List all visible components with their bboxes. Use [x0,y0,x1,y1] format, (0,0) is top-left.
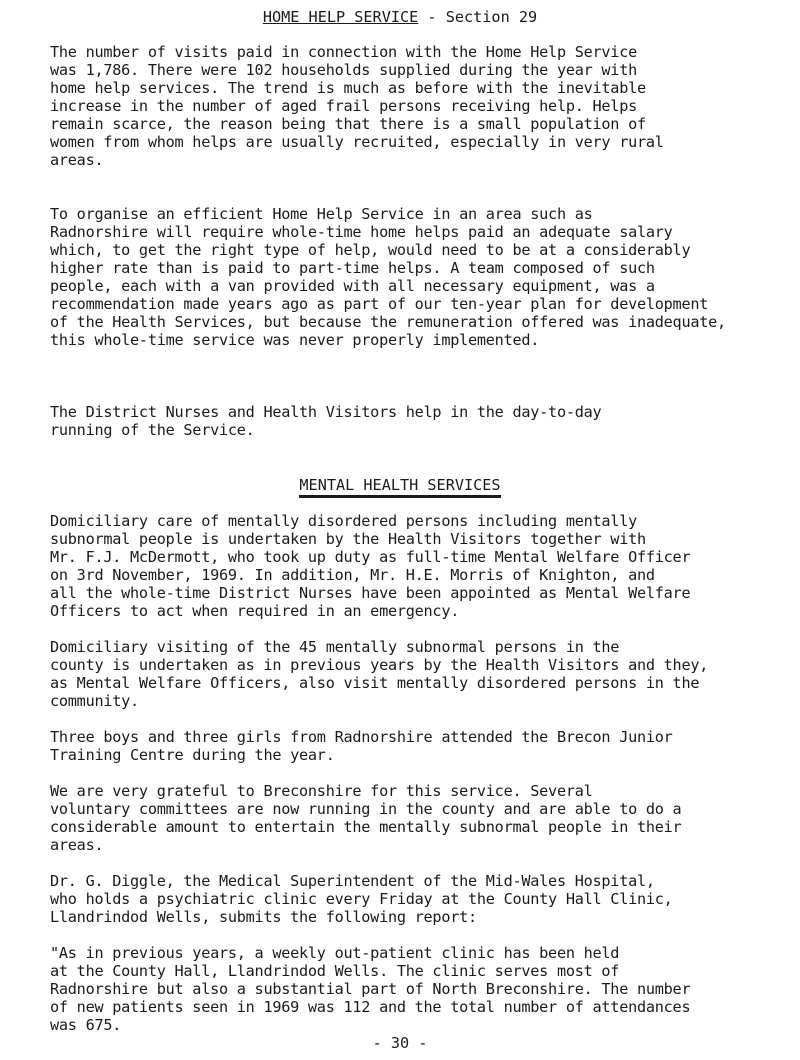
paragraph-clinic-report: "As in previous years, a weekly out-patient clinic has been held at the County Hall, Llandrindod Wells. The clinic serves most of Radnorshire but also a substantial part of North Breconshire. The number of new patients seen in 1969 was 112 and the total number of attendances was 675. [50,944,691,1034]
paragraph-domiciliary-visiting: Domiciliary visiting of the 45 mentally subnormal persons in the county is undertaken as in previous years by the Health Visitors and they, as Mental Welfare Officers, also visit mentally disordered persons in the community. [50,638,709,710]
header-section: - Section 29 [418,8,538,26]
header-title: HOME HELP SERVICE [262,8,419,26]
paragraph-home-help-visits: The number of visits paid in connection with the Home Help Service was 1,786. There were 102 households supplied during the year with home help services. The trend is much as before with the inevitable increase in the number of aged frail persons receiving help. Helps remain scarce, the reason being that there is a small population of women from whom helps are usually recruited, especially in very rural areas. [50,43,664,169]
paragraph-dr-diggle: Dr. G. Diggle, the Medical Superintendent of the Mid-Wales Hospital, who holds a psychiatric clinic every Friday at the County Hall Clinic, Llandrindod Wells, submits the following report: [50,872,673,926]
paragraph-district-nurses: The District Nurses and Health Visitors help in the day-to-day running of the Service. [50,403,602,439]
paragraph-breconshire-thanks: We are very grateful to Breconshire for this service. Several voluntary committees are now running in the county and are able to do a considerable amount to entertain the mentally subnormal people in their areas. [50,782,682,854]
paragraph-home-help-organisation: To organise an efficient Home Help Service in an area such as Radnorshire will require whole-time home helps paid an adequate salary which, to get the right type of help, would need to be at a considerably higher rate than is paid to part-time helps. A team composed of such people, each with a van provided with all necessary equipment, was a recommendation made years ago as part of our ten-year plan for development of the Health Services, but because the remuneration offered was inadequate, this whole-time service was never properly implemented. [50,205,726,349]
section-heading-text: MENTAL HEALTH SERVICES [299,476,500,498]
paragraph-domiciliary-care: Domiciliary care of mentally disordered persons including mentally subnormal people is undertaken by the Health Visitors together with Mr. F.J. McDermott, who took up duty as full-time Mental Welfare Officer on 3rd November, 1969. In addition, Mr. H.E. Morris of Knighton, and all the whole-time District Nurses have been appointed as Mental Welfare Officers to act when required in an emergency. [50,512,691,620]
page-number: - 30 - [372,1034,428,1052]
section-heading-mental-health [0,476,800,494]
paragraph-training-centre: Three boys and three girls from Radnorshire attended the Brecon Junior Training Centre during the year. [50,728,673,764]
page-header [0,8,800,26]
